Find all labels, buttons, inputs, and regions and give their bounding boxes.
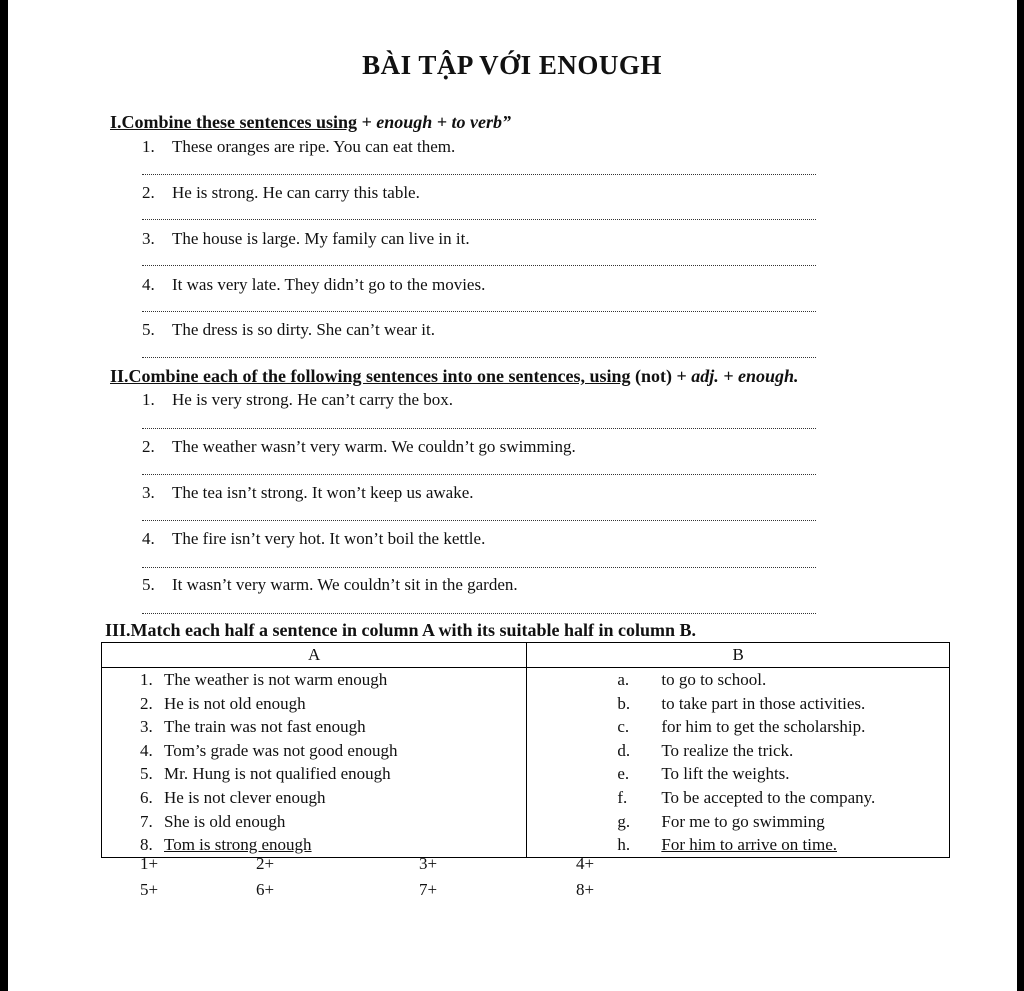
item-text: to go to school. <box>661 670 767 689</box>
item-text: Tom’s grade was not good enough <box>164 740 398 760</box>
section2-question <box>142 390 453 410</box>
answer-slot-1[interactable]: 1+ <box>140 854 159 873</box>
item-letter: h. <box>617 835 631 855</box>
section2-heading-not: (not) + <box>630 366 692 386</box>
column-b-header: B <box>527 643 950 668</box>
section1-heading-main: I.Combine these sentences using <box>110 112 358 132</box>
question-number: 1. <box>142 390 155 409</box>
column-b-item <box>527 786 949 810</box>
item-number: 3. <box>140 717 153 737</box>
question-number: 5. <box>142 575 155 594</box>
answer-line[interactable] <box>142 311 816 312</box>
worksheet-title: BÀI TẬP VỚI ENOUGH <box>362 50 662 80</box>
item-letter: c. <box>617 717 630 737</box>
item-letter: b. <box>617 693 631 713</box>
question-text: These oranges are ripe. You can eat them. <box>172 137 456 156</box>
question-text: The fire isn’t very hot. It won’t boil the kettle. <box>172 529 486 548</box>
section1-question <box>142 275 485 295</box>
section2-heading <box>110 366 799 387</box>
item-text: He is not clever enough <box>164 787 326 807</box>
section1-question <box>142 229 470 249</box>
answer-line[interactable] <box>142 474 816 475</box>
column-a-item <box>102 786 526 810</box>
item-text: She is old enough <box>164 811 286 831</box>
question-text: The tea isn’t strong. It won’t keep us awake. <box>172 483 474 502</box>
section1-question <box>142 183 420 203</box>
question-number: 4. <box>142 275 155 294</box>
question-number: 3. <box>142 229 155 248</box>
section2-question <box>142 575 518 595</box>
column-a-item <box>102 668 526 692</box>
item-text: To lift the weights. <box>661 764 790 784</box>
answer-line[interactable] <box>142 357 816 358</box>
column-b-item <box>527 715 949 739</box>
answer-line[interactable] <box>142 520 816 521</box>
section1-question <box>142 137 455 157</box>
column-a-item <box>102 739 526 763</box>
item-text: to take part in those activities. <box>661 693 866 713</box>
item-letter: d. <box>617 740 631 760</box>
item-text: for him to get the scholarship. <box>661 717 866 737</box>
section2-heading-main: II.Combine each of the following sentences into one sentences, using <box>110 366 631 386</box>
answer-slot-8[interactable]: 8+ <box>576 880 595 899</box>
question-number: 3. <box>142 483 155 502</box>
column-a-item <box>102 762 526 786</box>
item-text: Mr. Hung is not qualified enough <box>164 764 391 784</box>
item-number: 6. <box>140 787 153 807</box>
column-a-header: A <box>102 643 527 668</box>
question-text: It wasn’t very warm. We couldn’t sit in the garden. <box>172 575 518 594</box>
section3-heading: III.Match each half a sentence in column A with its suitable half in column B. <box>105 620 697 640</box>
question-number: 4. <box>142 529 155 548</box>
answer-line[interactable] <box>142 219 816 220</box>
item-text: Tom is strong enough <box>164 835 312 855</box>
section1-heading <box>110 112 511 133</box>
column-a-item <box>102 715 526 739</box>
answer-slot-2[interactable]: 2+ <box>256 854 275 873</box>
item-text: For me to go swimming <box>661 811 825 831</box>
section1-question <box>142 320 435 340</box>
item-text: For him to arrive on time. <box>661 835 837 855</box>
column-b <box>527 668 950 858</box>
item-text: The train was not fast enough <box>164 717 366 737</box>
column-b-item <box>527 692 949 716</box>
item-number: 5. <box>140 764 153 784</box>
question-text: The dress is so dirty. She can’t wear it. <box>172 320 435 339</box>
column-b-item <box>527 739 949 763</box>
left-border <box>0 0 8 991</box>
column-a-item <box>102 810 526 834</box>
item-text: He is not old enough <box>164 693 306 713</box>
column-a <box>102 668 527 858</box>
item-letter: a. <box>617 670 630 689</box>
question-text: The weather wasn’t very warm. We couldn’t go swimming. <box>172 437 576 456</box>
question-text: He is strong. He can carry this table. <box>172 183 420 202</box>
section2-question <box>142 483 474 503</box>
answer-slot-5[interactable]: 5+ <box>140 880 159 899</box>
right-border <box>1017 0 1024 991</box>
item-letter: e. <box>617 764 630 784</box>
column-a-item <box>102 692 526 716</box>
section2-heading-formula: adj. + enough. <box>691 366 799 386</box>
column-b-item <box>527 668 949 692</box>
item-number: 1. <box>140 670 153 689</box>
question-text: The house is large. My family can live in it. <box>172 229 470 248</box>
answer-slot-4[interactable]: 4+ <box>576 854 595 873</box>
question-number: 5. <box>142 320 155 339</box>
answer-line[interactable] <box>142 567 816 568</box>
section1-heading-formula: + enough + to verb” <box>357 112 512 132</box>
answer-line[interactable] <box>142 174 816 175</box>
item-number: 7. <box>140 811 153 831</box>
answer-slot-3[interactable]: 3+ <box>419 854 438 873</box>
column-b-item <box>527 762 949 786</box>
answer-line[interactable] <box>142 265 816 266</box>
item-number: 8. <box>140 835 153 855</box>
answer-line[interactable] <box>142 428 816 429</box>
matching-table <box>101 642 950 858</box>
question-text: It was very late. They didn’t go to the movies. <box>172 275 486 294</box>
answer-line[interactable] <box>142 613 816 614</box>
item-text: The weather is not warm enough <box>164 670 388 689</box>
item-text: To realize the trick. <box>661 740 794 760</box>
column-b-item <box>527 810 949 834</box>
section2-question <box>142 437 576 457</box>
item-number: 4. <box>140 740 153 760</box>
answer-slot-6[interactable]: 6+ <box>256 880 275 899</box>
answer-slot-7[interactable]: 7+ <box>419 880 438 899</box>
question-number: 2. <box>142 437 155 456</box>
item-letter: g. <box>617 811 631 831</box>
item-letter: f. <box>617 787 628 807</box>
question-text: He is very strong. He can’t carry the box. <box>172 390 454 409</box>
section2-question <box>142 529 485 549</box>
column-a-item <box>102 833 526 857</box>
question-number: 2. <box>142 183 155 202</box>
item-number: 2. <box>140 693 153 713</box>
item-text: To be accepted to the company. <box>661 787 876 807</box>
question-number: 1. <box>142 137 155 156</box>
